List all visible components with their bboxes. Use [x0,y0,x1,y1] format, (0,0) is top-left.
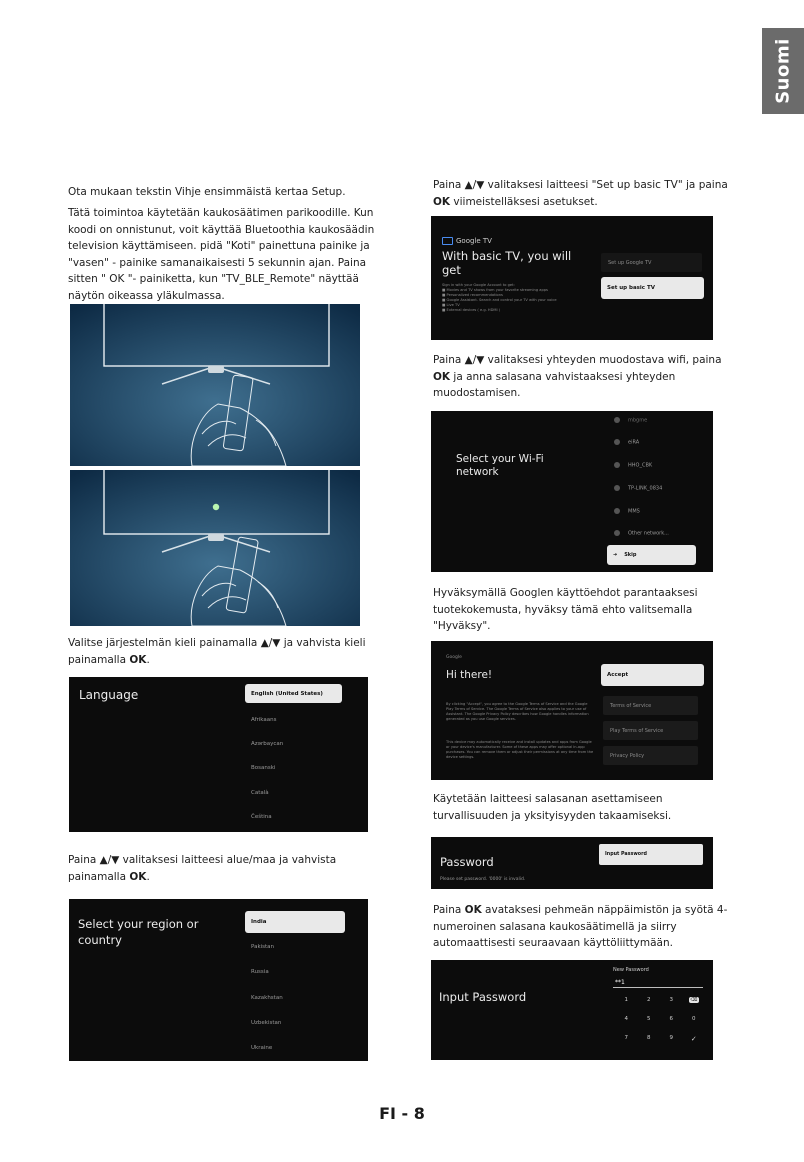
keypad-key-6[interactable]: 6 [669,1016,673,1022]
terms-body-2: This device may automatically receive and install updates and apps from Google or your device's manufacturer. Some of these apps may offer optional in-app purchases. You can remove them or adjust their permissions at any time from the device settings. [446,740,594,759]
confirm-check-icon[interactable]: ✓ [690,1035,697,1043]
language-tab-label: Suomi [772,38,794,104]
feature-item-text: Personalized recommendations [446,293,503,297]
password-underline [613,987,703,988]
keypad-key-4[interactable]: 4 [624,1016,628,1022]
feature-item-text: Google Assistant. Search and control your TV with your voice [446,298,557,302]
region-option[interactable]: Kazakhstan [251,995,283,1001]
wifi-network-name: TP-LINK_0834 [628,485,663,492]
wifi-network-item[interactable] [614,439,639,446]
language-option[interactable]: Afrikaans [251,717,277,723]
region-option[interactable]: Russia [251,969,269,975]
region-option[interactable]: Pakistan [251,944,275,950]
wifi-network-name: Other network... [628,530,669,537]
accept-button[interactable]: Accept [601,664,704,686]
google-tv-brand [442,237,492,245]
arrow-right-icon: ➜ [613,552,618,558]
wifi-network-name: mbgme [628,417,648,424]
basic-tv-screen [431,216,713,340]
basic-tv-feature-list [442,283,582,313]
page-number: FI - 8 [379,1104,425,1123]
wifi-network-name: eiRA [628,439,640,446]
skip-label: Skip [624,552,637,558]
keypad-instructions-end: avataksesi pehmeän näppäimistön ja syötä 4-numeroinen salasana kaukosäätimellä ja siirry automaattisesti seuraavaan käyttöliittymään. [433,904,728,949]
wifi-network-item[interactable] [614,417,647,424]
language-option[interactable]: Bosanski [251,765,276,771]
google-brand: Google [446,655,462,660]
wifi-network-item[interactable] [614,462,652,469]
feature-item: ■ External devices ( e.g. HDMI ) [442,308,501,312]
remote-pairing-photo-2 [70,470,360,626]
feature-item-text: Movies and TV shows from your favorite streaming apps [446,288,548,292]
feature-heading: Sign in with your Google Account to get: [442,283,515,287]
language-option[interactable]: Azərbaycan [251,741,284,747]
feature-item: ■ Google Assistant. Search and control your TV with your voice [442,298,557,302]
wifi-title: Select your Wi-Fi network [456,453,544,478]
region-instructions-text: Paina ▲/▼ valitaksesi laitteesi alue/maa ja vahvista painamalla [68,854,337,883]
google-tv-icon [442,237,453,245]
region-selected-option[interactable]: India [245,911,345,933]
language-instructions-end: . [146,653,150,666]
feature-item: ■ Live TV [442,303,460,307]
intro-line: Ota mukaan tekstin Vihje ensimmäistä kertaa Setup. [68,186,346,198]
backspace-icon[interactable]: ⌫ [690,997,698,1003]
setup-basic-tv-option[interactable]: Set up basic TV [601,277,704,299]
region-title: Select your region or country [78,917,199,947]
password-hint: Please set password. '0000' is invalid. [440,877,526,882]
keypad-key-8[interactable]: 8 [647,1035,651,1041]
wifi-skip-button[interactable] [607,545,696,565]
password-instructions: Käytetään laitteesi salasanan asettamiseen turvallisuuden ja yksityisyyden takaamiseksi. [433,793,672,822]
ok-key-label: OK [464,904,482,916]
remote-pairing-photo-1 [70,304,360,466]
keypad-screen [431,960,713,1060]
wifi-icon [614,485,620,491]
plus-icon [614,530,620,536]
wifi-network-item[interactable] [614,485,662,492]
terms-body-1: By clicking "Accept", you agree to the Google Terms of Service and the Google Play Terms of Service. The Google Terms of Service also applies to your use of Assistant. The Google Privacy Policy describes how Google handles information generated as you use Google services. [446,702,589,721]
keypad-key-0[interactable]: 0 [692,1016,696,1022]
wifi-instructions-end: ja anna salasana vahvistaaksesi yhteyden muodostamisen. [433,370,676,399]
language-screen [69,677,368,832]
region-screen [69,899,368,1061]
keypad-instructions-text: Paina [433,904,465,916]
keypad-key-9[interactable]: 9 [669,1035,673,1041]
wifi-network-item[interactable] [614,530,669,537]
ok-key-label: OK [433,195,451,208]
feature-item: ■ Movies and TV shows from your favorite streaming apps [442,288,548,292]
keypad-key-7[interactable]: 7 [624,1035,628,1041]
feature-item: ■ Personalized recommendations [442,293,503,297]
ok-key-label: OK [433,370,451,383]
wifi-instructions-text: Paina ▲/▼ valitaksesi yhteyden muodostava wifi, paina [433,354,722,366]
basic-tv-instructions-text: Paina ▲/▼ valitaksesi laitteesi "Set up basic TV" ja paina [433,179,728,191]
region-instructions-end: . [146,870,150,883]
wifi-instructions [433,352,733,402]
wifi-network-name: MMS [628,508,640,515]
wifi-network-name: HHO_CBK [628,462,653,469]
terms-screen [431,641,713,780]
keypad-instructions [433,902,733,952]
play-terms-of-service-link[interactable]: Play Terms of Service [603,721,698,740]
language-option[interactable]: Català [251,790,269,796]
region-option[interactable]: Uzbekistan [251,1020,282,1026]
language-option[interactable]: Čeština [251,814,272,820]
basic-tv-instructions [433,177,733,210]
wifi-screen [431,411,713,572]
password-screen [431,837,713,889]
wifi-icon [614,417,620,423]
keypad-key-5[interactable]: 5 [647,1016,651,1022]
ok-key-label: OK [129,653,147,666]
keypad-key-2[interactable]: 2 [647,997,651,1003]
terms-of-service-link[interactable]: Terms of Service [603,696,698,715]
language-instructions [68,635,380,668]
wifi-network-item[interactable] [614,508,640,515]
basic-tv-instructions-end: viimeistelläksesi asetukset. [450,195,598,208]
feature-item-text: Live TV [446,303,460,307]
terms-instructions: Hyväksymällä Googlen käyttöehdot parantaaksesi tuotekokemusta, hyväksy tämä ehto valitsemalla "Hyväksy". [433,587,698,632]
privacy-policy-link[interactable]: Privacy Policy [603,746,698,765]
language-instructions-text: Valitse järjestelmän kieli painamalla ▲/▼ ja vahvista kieli painamalla [68,637,366,666]
wifi-icon [614,462,620,468]
feature-item-text: External devices ( e.g. HDMI ) [446,308,501,312]
language-title: Language [79,688,139,702]
keypad-key-1[interactable]: 1 [624,997,628,1003]
wifi-icon [614,439,620,445]
region-option[interactable]: Ukraine [251,1045,273,1051]
new-password-label: New Password [613,967,649,973]
keypad-key-3[interactable]: 3 [669,997,673,1003]
terms-title: Hi there! [446,669,493,681]
numeric-keypad [615,997,705,1043]
language-selected-option[interactable]: English (United States) [245,684,342,703]
region-instructions [68,852,380,885]
pairing-text: Tätä toimintoa käytetään kaukosäätimen parikoodille. Kun koodi on onnistunut, voit käyttää Bluetoothia kaukosäädin television käyttämiseen. pidä "Koti" painettuna painike ja "vasen" - painike samanaikaisesti 5 sekunnin ajan. Paina sitten " OK "- painiketta, kun "TV_BLE_Remote" näyttää näytön oikeassa yläkulmassa. [68,207,375,302]
input-password-title: Input Password [439,990,527,1004]
basic-tv-title: With basic TV, you will get [442,249,572,277]
entered-password[interactable]: **1 [615,979,625,986]
password-title: Password [440,855,494,869]
google-tv-brand-label: Google TV [456,237,492,245]
setup-google-tv-option[interactable]: Set up Google TV [601,253,702,272]
input-password-field[interactable]: Input Password [599,844,703,865]
wifi-icon [614,508,620,514]
ok-key-label: OK [129,870,147,883]
language-tab [762,28,804,114]
